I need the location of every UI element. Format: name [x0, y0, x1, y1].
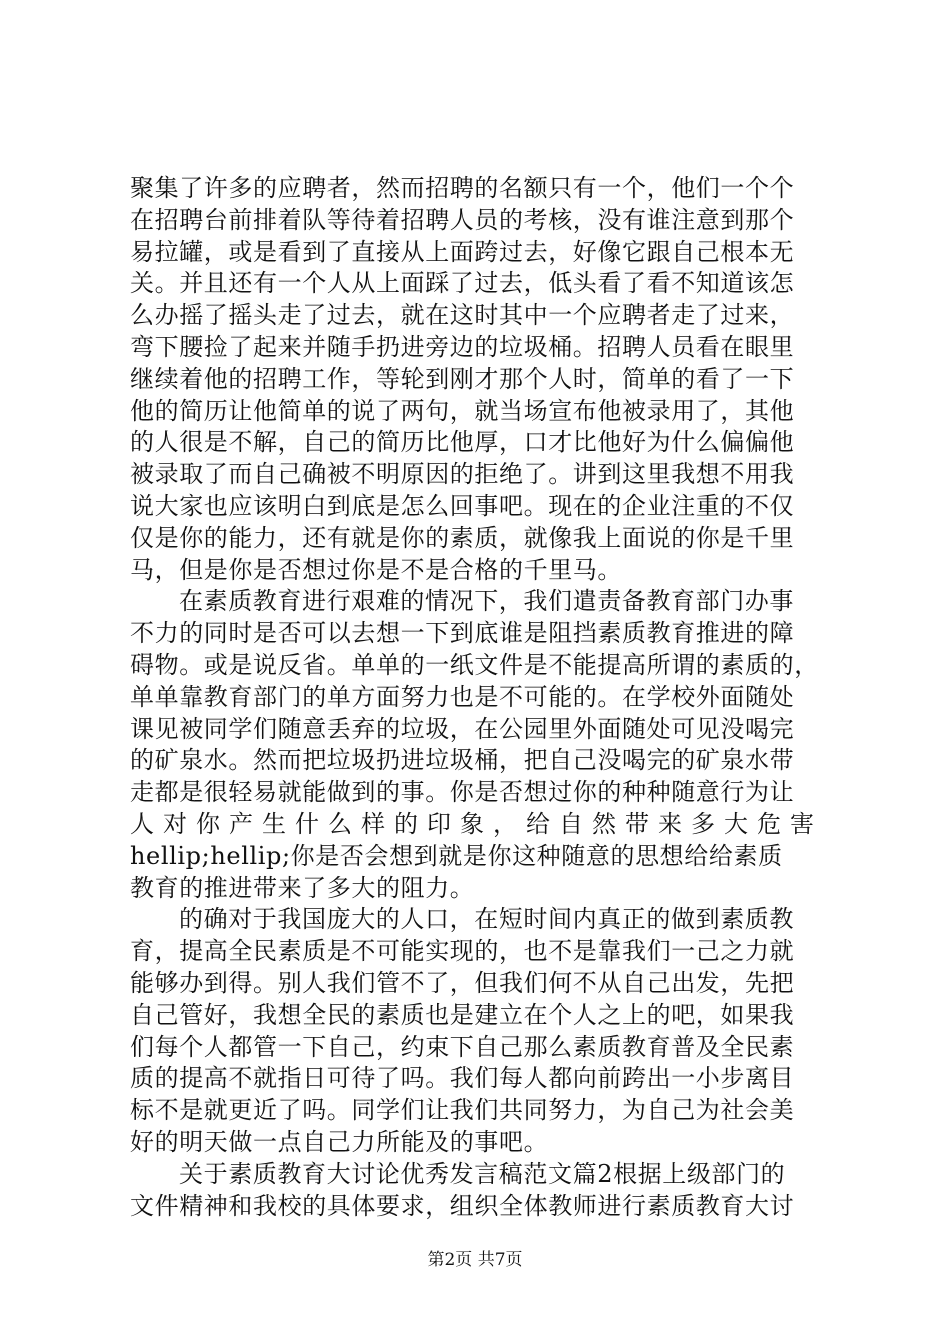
text-line: 不力的同时是否可以去想一下到底谁是阻挡素质教育推进的障	[130, 619, 795, 648]
text-line: 的矿泉水。然而把垃圾扔进垃圾桶，把自己没喝完的矿泉水带	[130, 746, 795, 775]
text-line: 在招聘台前排着队等待着招聘人员的考核，没有谁注意到那个	[130, 205, 795, 234]
text-line: 易拉罐，或是看到了直接从上面跨过去，好像它跟自己根本无	[130, 237, 795, 266]
text-line: 标不是就更近了吗。同学们让我们共同努力，为自己为社会美	[130, 1096, 795, 1125]
text-line: 他的简历让他简单的说了两句，就当场宣布他被录用了，其他	[130, 396, 795, 425]
text-line: 么办摇了摇头走了过去，就在这时其中一个应聘者走了过来，	[130, 301, 795, 330]
text-line: 仅是你的能力，还有就是你的素质，就像我上面说的你是千里	[130, 523, 795, 552]
text-line: 被录取了而自己确被不明原因的拒绝了。讲到这里我想不用我	[130, 460, 795, 489]
text-line: 们每个人都管一下自己，约束下自己那么素质教育普及全民素	[130, 1032, 795, 1061]
paragraph-start-line: 关于素质教育大讨论优秀发言稿范文篇2根据上级部门的	[179, 1159, 786, 1188]
text-line: 继续着他的招聘工作，等轮到刚才那个人时，简单的看了一下	[130, 364, 795, 393]
text-line: 关。并且还有一个人从上面踩了过去，低头看了看不知道该怎	[130, 269, 795, 298]
text-line: 育，提高全民素质是不可能实现的，也不是靠我们一己之力就	[130, 937, 795, 966]
text-line: 弯下腰捡了起来并随手扔进旁边的垃圾桶。招聘人员看在眼里	[130, 332, 795, 361]
text-line: 课见被同学们随意丢弃的垃圾，在公园里外面随处可见没喝完	[130, 714, 795, 743]
text-line: 说大家也应该明白到底是怎么回事吧。现在的企业注重的不仅	[130, 491, 795, 520]
paragraph-start-line: 的确对于我国庞大的人口，在短时间内真正的做到素质教	[179, 905, 794, 934]
text-line: 能够办到得。别人我们管不了，但我们何不从自己出发，先把	[130, 968, 795, 997]
text-line: 自己管好，我想全民的素质也是建立在个人之上的吧，如果我	[130, 1000, 795, 1029]
text-line: 好的明天做一点自己力所能及的事吧。	[130, 1127, 549, 1156]
text-line: 教育的推进带来了多大的阻力。	[130, 873, 475, 902]
text-line: 碍物。或是说反省。单单的一纸文件是不能提高所谓的素质的，	[130, 650, 819, 679]
text-line: 人对你产生什么样的印象，给自然带来多大危害	[130, 809, 823, 838]
text-line: 文件精神和我校的具体要求，组织全体教师进行素质教育大讨	[130, 1191, 795, 1220]
document-body	[130, 173, 830, 1222]
text-line: 聚集了许多的应聘者，然而招聘的名额只有一个，他们一个个	[130, 174, 795, 202]
text-line: hellip;hellip;你是否会想到就是你这种随意的思想给给素质	[130, 841, 783, 870]
text-line: 质的提高不就指日可待了吗。我们每人都向前跨出一小步离目	[130, 1064, 795, 1093]
page-number-footer: 第2页 共7页	[427, 1250, 523, 1270]
text-line: 走都是很轻易就能做到的事。你是否想过你的种种随意行为让	[130, 778, 795, 807]
text-line: 的人很是不解，自己的简历比他厚，口才比他好为什么偏偏他	[130, 428, 795, 457]
text-line: 单单靠教育部门的单方面努力也是不可能的。在学校外面随处	[130, 682, 795, 711]
text-line: 马，但是你是否想过你是不是合格的千里马。	[130, 555, 622, 584]
paragraph-start-line: 在素质教育进行艰难的情况下，我们遣责备教育部门办事	[179, 587, 794, 616]
